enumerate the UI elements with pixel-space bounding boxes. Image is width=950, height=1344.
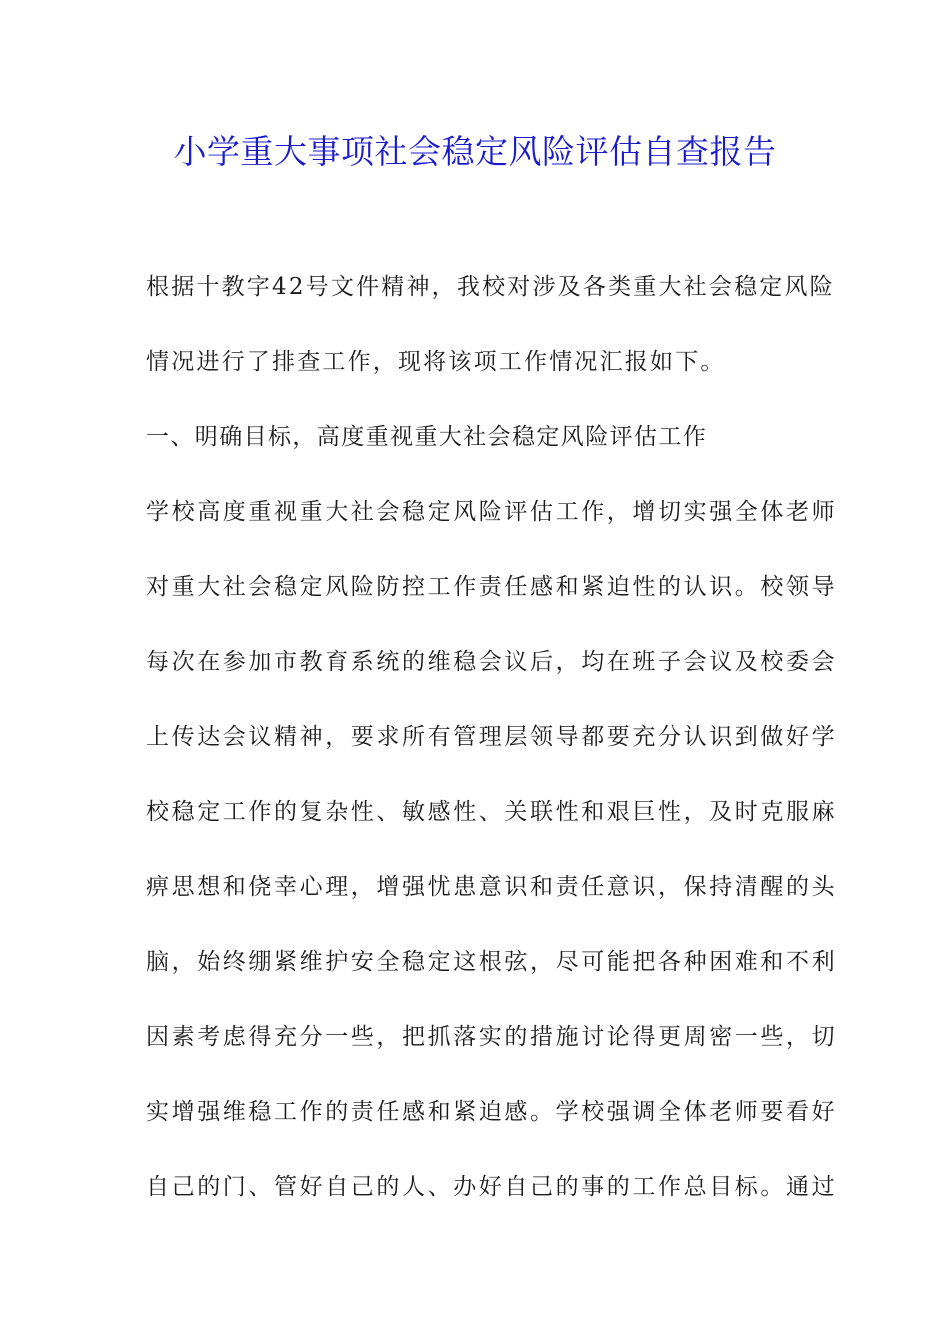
body-line: 校稳定工作的复杂性、敏感性、关联性和艰巨性，及时克服麻: [146, 799, 838, 825]
body-line: 上传达会议精神，要求所有管理层领导都要充分认识到做好学: [146, 724, 838, 750]
body-line: 对重大社会稳定风险防控工作责任感和紧迫性的认识。校领导: [146, 574, 838, 600]
body-line: 情况进行了排查工作，现将该项工作情况汇报如下。: [146, 349, 726, 375]
body-line: 每次在参加市教育系统的维稳会议后，均在班子会议及校委会: [146, 649, 838, 675]
body-line: 因素考虑得充分一些，把抓落实的措施讨论得更周密一些，切: [146, 1024, 838, 1050]
body-line: 痹思想和侥幸心理，增强忧患意识和责任意识，保持清醒的头: [146, 874, 838, 900]
body-line: 根据十教字42号文件精神，我校对涉及各类重大社会稳定风险: [146, 274, 835, 300]
body-line: 学校高度重视重大社会稳定风险评估工作，增切实强全体老师: [146, 499, 838, 525]
document-body: [146, 263, 838, 1238]
section-heading: 一、明确目标，高度重视重大社会稳定风险评估工作: [146, 424, 708, 450]
document-title: 小学重大事项社会稳定风险评估自查报告: [173, 132, 777, 171]
body-line: 实增强维稳工作的责任感和紧迫感。学校强调全体老师要看好: [146, 1099, 838, 1125]
body-line: 脑，始终绷紧维护安全稳定这根弦，尽可能把各种困难和不利: [146, 949, 838, 975]
body-line: 自己的门、管好自己的人、办好自己的事的工作总目标。通过: [146, 1174, 838, 1200]
